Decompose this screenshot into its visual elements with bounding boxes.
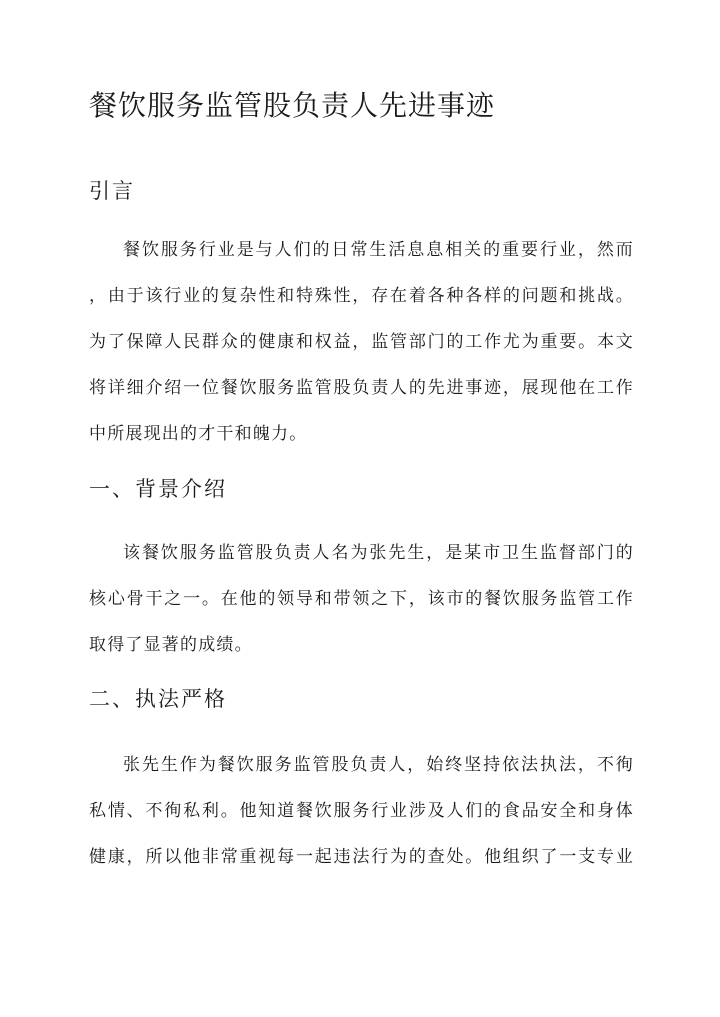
paragraph-line: 取得了显著的成绩。 — [89, 635, 253, 655]
paragraph-line: 健康，所以他非常重视每一起违法行为的查处。他组织了一支专业 — [89, 847, 634, 867]
paragraph-line: 核心骨干之一。在他的领导和带领之下，该市的餐饮服务监管工作 — [89, 589, 634, 609]
paragraph-strict-enforcement — [89, 742, 634, 880]
paragraph-line: 私情、不徇私利。他知道餐饮服务行业涉及人们的食品安全和身体 — [89, 801, 634, 821]
section-heading-background: 一、背景介绍 — [89, 477, 227, 501]
paragraph-line: ，由于该行业的复杂性和特殊性，存在着各种各样的问题和挑战。 — [89, 286, 634, 306]
document-title: 餐饮服务监管股负责人先进事迹 — [89, 89, 496, 122]
section-heading-strict-enforcement: 二、执法严格 — [89, 687, 227, 711]
paragraph-line: 将详细介绍一位餐饮服务监管股负责人的先进事迹，展现他在工作 — [89, 378, 634, 398]
paragraph-line: 中所展现出的才干和魄力。 — [89, 424, 308, 444]
paragraph-line: 为了保障人民群众的健康和权益，监管部门的工作尤为重要。本文 — [89, 332, 634, 352]
paragraph-background — [89, 530, 634, 668]
paragraph-line: 该餐饮服务监管股负责人名为张先生，是某市卫生监督部门的 — [123, 543, 634, 563]
section-heading-introduction: 引言 — [89, 179, 135, 203]
paragraph-introduction — [89, 227, 634, 457]
paragraph-line: 餐饮服务行业是与人们的日常生活息息相关的重要行业，然而 — [123, 240, 634, 260]
paragraph-line: 张先生作为餐饮服务监管股负责人，始终坚持依法执法，不徇 — [123, 755, 634, 775]
